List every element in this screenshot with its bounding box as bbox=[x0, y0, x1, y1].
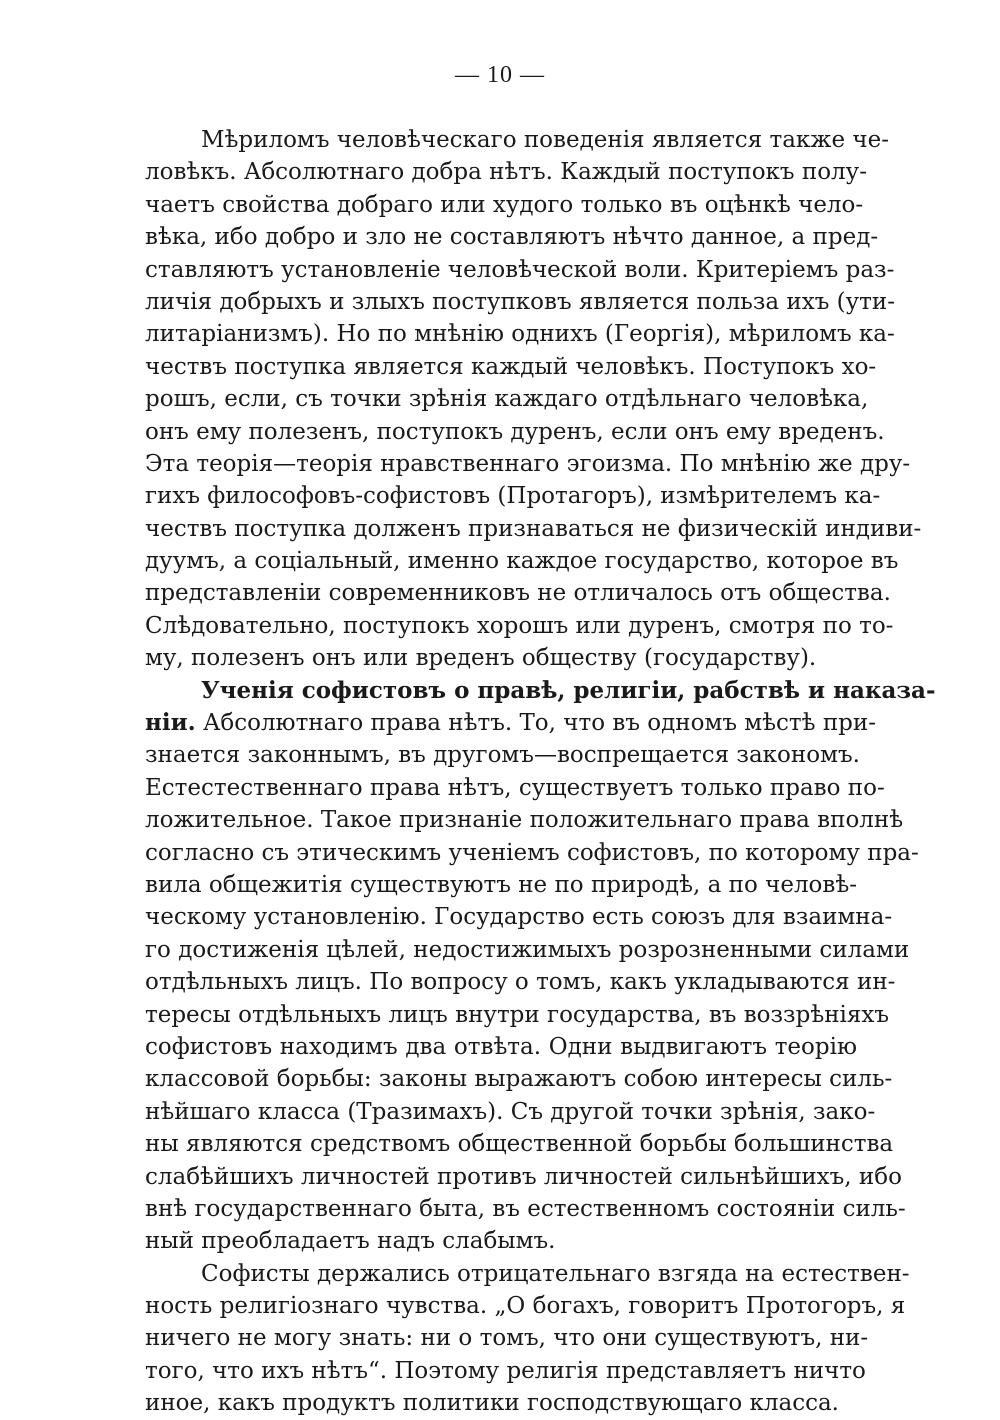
text-line: ложительное. Такое признаніе положительнаго права вполнѣ bbox=[145, 807, 904, 834]
text-line: согласно съ этическимъ ученіемъ софистовъ, по которому пра- bbox=[145, 839, 919, 866]
text-line: му, полезенъ онъ или вреденъ обществу (государству). bbox=[145, 645, 817, 672]
text-line: личія добрыхъ и злыхъ поступковъ является польза ихъ (ути- bbox=[145, 288, 895, 315]
text-line-rest: Абсолютнаго права нѣтъ. То, что въ одномъ мѣстѣ при- bbox=[195, 710, 876, 737]
text-line: чествъ поступка долженъ признаваться не физическій индиви- bbox=[145, 515, 922, 542]
text-line: классовой борьбы: законы выражаютъ собою интересы силь- bbox=[145, 1066, 893, 1093]
text-line: Софисты держались отрицательнаго взгяда на естествен- bbox=[201, 1260, 910, 1287]
text-line: слабѣйшихъ личностей противъ личностей сильнѣйшихъ, ибо bbox=[145, 1163, 902, 1190]
text-line: иное, какъ продуктъ политики господствующаго класса. bbox=[145, 1390, 839, 1417]
paragraph-2 bbox=[145, 675, 936, 1258]
text-line: отдѣльныхъ лицъ. По вопросу о томъ, какъ укладываются ин- bbox=[145, 969, 896, 996]
text-line: ческому установленію. Государство есть союзъ для взаимна- bbox=[145, 904, 893, 931]
text-line: Естестественнаго права нѣтъ, существуетъ только право по- bbox=[145, 774, 885, 801]
text-line: го достиженія цѣлей, недостижимыхъ розрозненными силами bbox=[145, 936, 910, 963]
text-line bbox=[145, 707, 876, 739]
text-line: вила общежитія существуютъ не по природѣ, а по человѣ- bbox=[145, 871, 857, 898]
text-line: ны являются средствомъ общественной борьбы большинства bbox=[145, 1131, 894, 1158]
section-heading: Ученія софистовъ о правѣ, религіи, рабствѣ и наказа- bbox=[201, 676, 936, 704]
text-line: Мѣриломъ человѣческаго поведенія является также че- bbox=[201, 127, 889, 153]
text-line: литаріанизмъ). Но по мнѣнію однихъ (Георгія), мѣриломъ ка- bbox=[145, 321, 895, 348]
text-line: гихъ философовъ-софистовъ (Протагоръ), измѣрителемъ ка- bbox=[145, 483, 881, 510]
text-line: онъ ему полезенъ, поступокъ дуренъ, если онъ ему вреденъ. bbox=[145, 418, 885, 445]
text-line: ничего не могу знать: ни о томъ, что они существуютъ, ни- bbox=[145, 1325, 869, 1352]
text-line: чаетъ свойства добраго или худого только въ оцѣнкѣ чело- bbox=[145, 191, 864, 218]
text-line: тересы отдѣльныхъ лицъ внутри государства, въ воззрѣніяхъ bbox=[145, 1001, 889, 1028]
text-line: представленіи современниковъ не отличалось отъ общества. bbox=[145, 580, 891, 607]
paragraph-1 bbox=[145, 124, 922, 675]
text-line: рошъ, если, съ точки зрѣнія каждаго отдѣльнаго человѣка, bbox=[145, 386, 869, 413]
text-line: ставляютъ установленіе человѣческой воли. Критеріемъ раз- bbox=[145, 256, 895, 283]
text-line: ность религіознаго чувства. „О богахъ, говоритъ Протогоръ, я bbox=[145, 1293, 906, 1320]
text-line: Эта теорія—теорія нравственнаго эгоизма. По мнѣнію же дру- bbox=[145, 450, 911, 477]
section-heading-end: ніи. bbox=[145, 709, 196, 737]
text-line: внѣ государственнаго быта, въ естественномъ состояніи силь- bbox=[145, 1195, 906, 1222]
text-line: дуумъ, а соціальный, именно каждое государство, которое въ bbox=[145, 548, 899, 575]
page-number: — 10 — bbox=[455, 62, 545, 88]
text-line: Слѣдовательно, поступокъ хорошъ или дуренъ, смотря по то- bbox=[145, 612, 894, 639]
text-line: ный преобладаетъ надъ слабымъ. bbox=[145, 1228, 556, 1255]
text-line: чествъ поступка является каждый человѣкъ. Поступокъ хо- bbox=[145, 353, 877, 380]
text-line: вѣка, ибо добро и зло не составляютъ нѣчто данное, а пред- bbox=[145, 224, 879, 251]
section-heading-line bbox=[145, 675, 936, 707]
text-line: софистовъ находимъ два отвѣта. Одни выдвигаютъ теорію bbox=[145, 1033, 857, 1060]
text-line: ловѣкъ. Абсолютнаго добра нѣтъ. Каждый поступокъ полу- bbox=[145, 159, 867, 186]
body-text bbox=[145, 124, 936, 1420]
text-line: знается законнымъ, въ другомъ—воспрещается закономъ. bbox=[145, 742, 860, 769]
paragraph-3 bbox=[145, 1258, 910, 1420]
text-line: нѣйшаго класса (Тразимахъ). Съ другой точки зрѣнія, зако- bbox=[145, 1098, 876, 1125]
text-line: того, что ихъ нѣтъ“. Поэтому религія представляетъ ничто bbox=[145, 1357, 866, 1384]
